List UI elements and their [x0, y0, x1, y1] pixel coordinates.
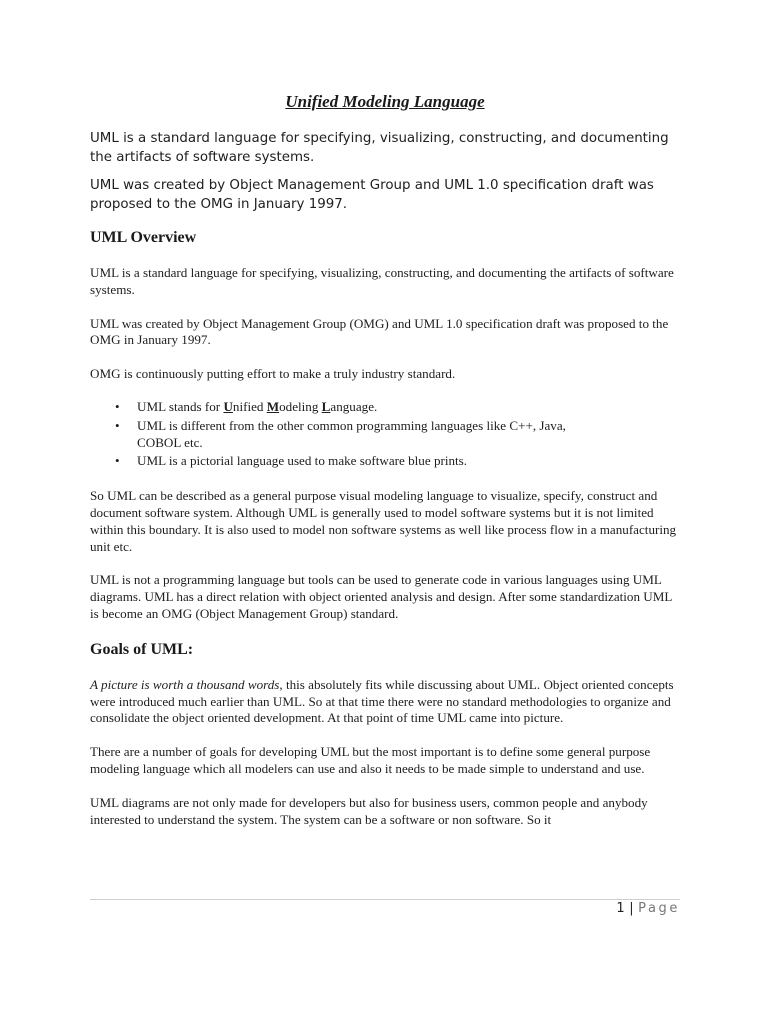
bullet-text-odeling: odeling [279, 398, 322, 414]
list-item-uml-acronym [137, 399, 680, 416]
underlined-letter-m: M [266, 398, 280, 414]
goals-paragraph-3: UML diagrams are not only made for developers but also for business users, common people and anybody interested to understand the system. The system can be a software or non software. So it [90, 794, 648, 827]
overview-paragraph-3: OMG is continuously putting effort to make a truly industry standard. [90, 366, 456, 382]
goals-of-uml-heading: Goals of UML: [90, 640, 194, 658]
goals-paragraph-1 [90, 677, 680, 727]
list-item-pictorial-language: • UML is a pictorial language used to make software blue prints. [137, 453, 680, 470]
intro-paragraph-2: UML was created by Object Management Group and UML 1.0 specification draft was proposed to the OMG in January 1997. [90, 178, 654, 212]
uml-facts-list [90, 399, 680, 470]
footer-divider [90, 899, 680, 900]
overview-paragraph-1: UML is a standard language for specifying, visualizing, constructing, and documenting the artifacts of software systems. [90, 265, 674, 297]
document-title: Unified Modeling Language [285, 92, 485, 111]
page-content [90, 92, 680, 845]
underlined-letter-l: L [321, 398, 331, 414]
overview-standard-paragraph: UML is not a programming language but tools can be used to generate code in various languages using UML diagrams. UML has a direct relation with object oriented analysis and design. After some standardization UML is become an OMG (Object Management Group) standard. [90, 572, 672, 621]
goals-paragraph-1-rest: , this absolutely fits while discussing about UML. Object oriented concepts were introduced much earlier than UML. So at that time there were no standard methodologies to organize and consolidate the object oriented development. At that point of time UML came into picture. [90, 676, 674, 726]
picture-quote: A picture is worth a thousand words [90, 676, 280, 692]
page-number: 1 [616, 901, 625, 916]
list-item-language-difference: • UML is different from the other common programming languages like C++, Java, COBOL etc. [137, 418, 680, 452]
overview-description-paragraph: So UML can be described as a general purpose visual modeling language to visualize, specify, construct and document software system. Although UML is generally used to model software systems but it is not limited within this boundary. It is also used to model non software systems as well like process flow in a manufacturing unit etc. [90, 488, 677, 554]
bullet-text-anguage: anguage. [330, 398, 378, 414]
intro-paragraph-1: UML is a standard language for specifying, visualizing, constructing, and documenting the artifacts of software systems. [90, 131, 669, 165]
uml-overview-heading: UML Overview [90, 229, 197, 246]
page-word: Page [638, 901, 680, 916]
page-footer [616, 901, 680, 916]
bullet-text-prefix: UML stands for [137, 398, 224, 414]
overview-paragraph-2: UML was created by Object Management Group (OMG) and UML 1.0 specification draft was proposed to the OMG in January 1997. [90, 315, 669, 348]
goals-paragraph-2: There are a number of goals for developing UML but the most important is to define some general purpose modeling language which all modelers can use and also it needs to be made simple to understand and use. [90, 744, 651, 776]
bullet-text-nified: nified [232, 398, 267, 414]
page-separator: | [629, 901, 634, 916]
underlined-letter-u: U [223, 398, 233, 414]
